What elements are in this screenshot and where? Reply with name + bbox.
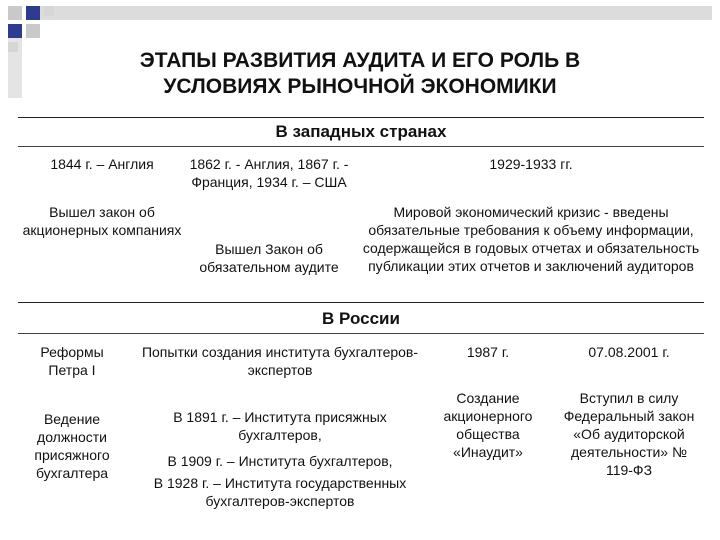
- west-col1-date: 1844 г. – Англия: [50, 156, 154, 172]
- decor-bar-top: [40, 6, 712, 20]
- russia-col1-head: Реформы Петра I: [40, 344, 104, 378]
- russia-col1-desc: Ведение должности присяжного бухгалтера: [34, 411, 110, 481]
- russia-col2-desc-2: В 1909 г. – Института бухгалтеров,: [167, 453, 393, 469]
- west-col2-desc: Вышел Закон об обязательном аудите: [199, 241, 339, 275]
- decor-square: [44, 6, 54, 16]
- page-title: [60, 48, 660, 100]
- west-col2-date: 1862 г. - Англия, 1867 г. - Франция, 1934 г. – США: [189, 156, 349, 190]
- decor-square: [26, 6, 40, 20]
- russia-col3-desc: Создание акционерного общества «Инаудит»: [443, 390, 533, 460]
- russia-col2-desc-3: В 1928 г. – Института государственных бухгалтеров-экспертов: [153, 475, 407, 509]
- russia-col4-head: 07.08.2001 г.: [588, 344, 670, 360]
- russia-col2-desc-1: В 1891 г. – Института присяжных бухгалтеров,: [173, 409, 387, 443]
- page-title-line1: ЭТАПЫ РАЗВИТИЯ АУДИТА И ЕГО РОЛЬ В: [139, 49, 581, 72]
- divider: [18, 302, 704, 303]
- russia-col4-desc: Вступил в силу Федеральный закон «Об аудиторской деятельности» № 119-ФЗ: [563, 390, 695, 478]
- divider: [18, 117, 704, 118]
- section-heading-russia: В России: [322, 309, 400, 328]
- page-title-line2: УСЛОВИЯХ РЫНОЧНОЙ ЭКОНОМИКИ: [163, 75, 557, 98]
- west-col3-desc: Мировой экономический кризис - введены обязательные требования к объему информации, содержащейся в годовых отчетах и обязательность публикации этих отчетов и заключений аудиторов: [362, 204, 700, 274]
- russia-col3-head: 1987 г.: [466, 344, 510, 360]
- decor-square: [8, 6, 22, 20]
- decor-square: [8, 24, 22, 38]
- decor-square: [26, 24, 40, 38]
- west-col3-date: 1929-1933 гг.: [489, 156, 573, 172]
- section-heading-west: В западных странах: [275, 122, 447, 141]
- west-col1-desc: Вышел закон об акционерных компаниях: [22, 204, 182, 238]
- russia-col2-head: Попытки создания института бухгалтеров-экспертов: [141, 344, 419, 378]
- divider: [18, 333, 704, 334]
- decor-square: [8, 42, 18, 52]
- divider: [18, 146, 704, 147]
